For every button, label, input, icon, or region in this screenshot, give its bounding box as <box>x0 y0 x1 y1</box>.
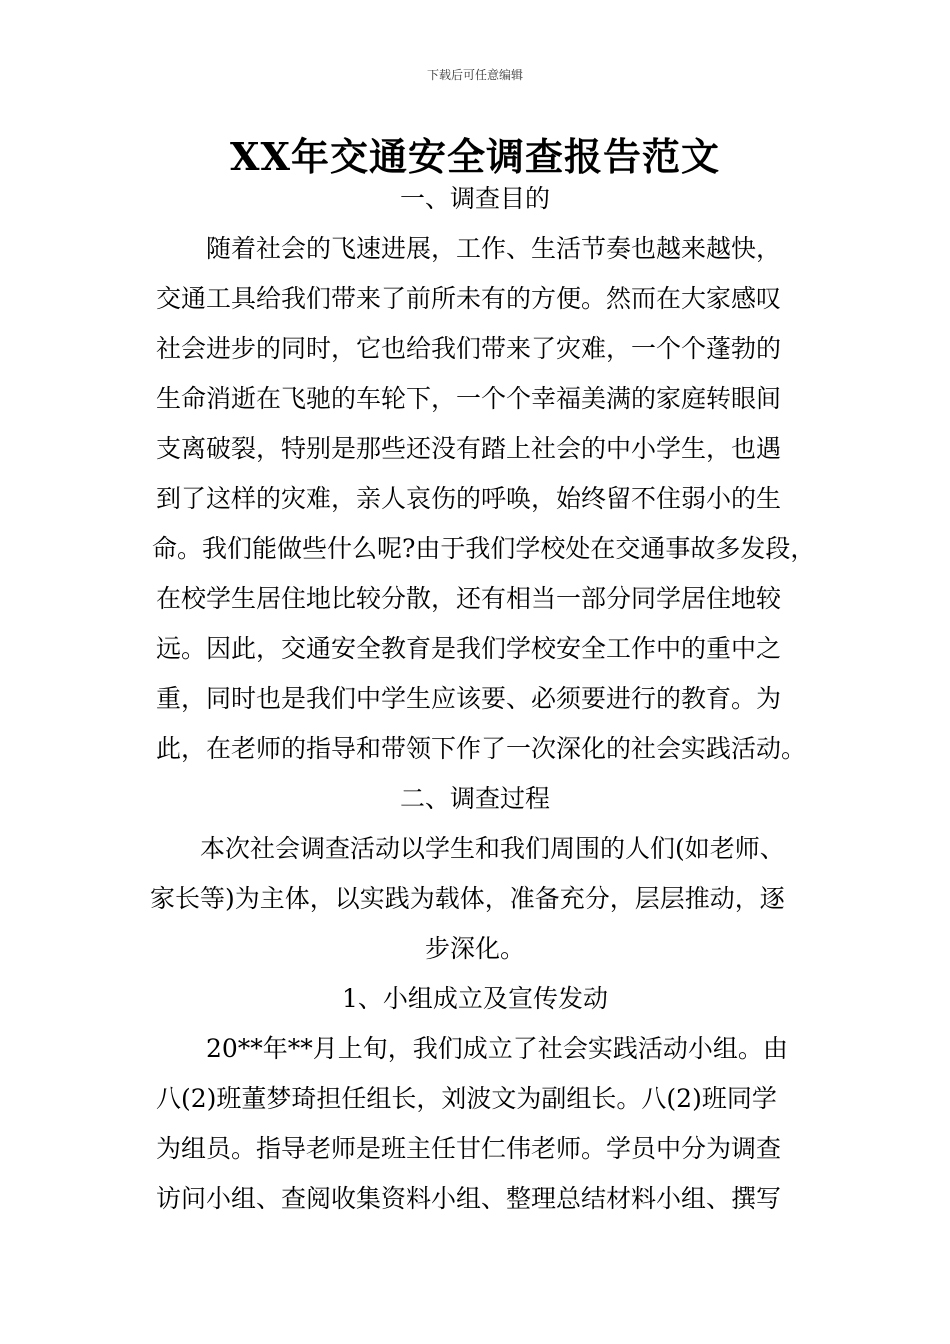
para1-line-3: 社会进步的同时，它也给我们带来了灾难，一个个蓬勃的 <box>156 334 782 363</box>
para1-line-10: 重，同时也是我们中学生应该要、必须要进行的教育。为 <box>156 684 782 713</box>
para3-line-4: 访问小组、查阅收集资料小组、整理总结材料小组、撰写 <box>156 1184 782 1213</box>
para3-line-2: 八(2)班董梦琦担任组长，刘波文为副组长。八(2)班同学 <box>156 1084 777 1113</box>
para1-line-7: 命。我们能做些什么呢?由于我们学校处在交通事故多发段， <box>152 534 816 563</box>
para2-line-1: 本次社会调查活动以学生和我们周围的人们(如老师、 <box>200 834 785 863</box>
subsection1-heading: 1、小组成立及宣传发动 <box>342 984 608 1013</box>
para1-line-1: 随着社会的飞速进展，工作、生活节奏也越来越快， <box>206 234 782 263</box>
para1-line-9: 远。因此，交通安全教育是我们学校安全工作中的重中之 <box>156 634 782 663</box>
header-note: 下载后可任意编辑 <box>426 68 523 82</box>
para1-line-5: 支离破裂，特别是那些还没有踏上社会的中小学生，也遇 <box>156 434 782 463</box>
para3-line-1: 20**年**月上旬，我们成立了社会实践活动小组。由 <box>206 1034 788 1063</box>
para1-line-6: 到了这样的灾难，亲人哀伤的呼唤，始终留不住弱小的生 <box>156 484 782 513</box>
section2-heading: 二、调查过程 <box>399 784 550 813</box>
para2-line-2: 家长等)为主体，以实践为载体，准备充分，层层推动，逐 <box>150 884 785 913</box>
para1-line-2: 交通工具给我们带来了前所未有的方便。然而在大家感叹 <box>156 284 782 313</box>
section1-heading: 一、调查目的 <box>399 184 550 213</box>
para1-line-8: 在校学生居住地比较分散，还有相当一部分同学居住地较 <box>156 584 782 613</box>
para3-line-3: 为组员。指导老师是班主任甘仁伟老师。学员中分为调查 <box>156 1134 782 1163</box>
document-title: XX年交通安全调查报告范文 <box>230 134 720 179</box>
para1-line-11: 此，在老师的指导和带领下作了一次深化的社会实践活动。 <box>156 734 807 763</box>
para2-line-3: 步深化。 <box>424 934 525 963</box>
para1-line-4: 生命消逝在飞驰的车轮下，一个个幸福美满的家庭转眼间 <box>156 384 782 413</box>
